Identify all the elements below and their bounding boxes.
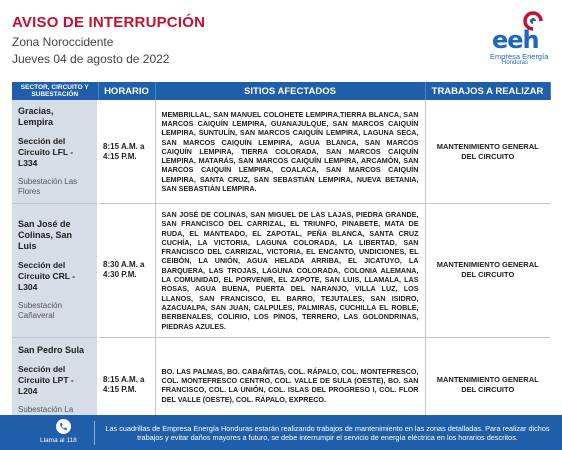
- zone-label: Zona Noroccidente: [12, 35, 114, 49]
- sector-name: Gracias, Lempira: [18, 106, 54, 127]
- logo-company-name: Empresa Energía: [490, 52, 549, 61]
- header-schedule: HORARIO: [98, 82, 155, 100]
- company-logo: [486, 8, 552, 66]
- sector-cell: [12, 100, 98, 204]
- phone-icon: [56, 419, 71, 434]
- circuit-name: Sección del Circuito LPT - L204: [18, 364, 74, 397]
- circuit-name: Sección del Circuito CRL - L304: [18, 260, 75, 293]
- header-work: TRABAJOS A REALIZAR: [425, 82, 550, 100]
- logo-country: Honduras: [502, 60, 529, 66]
- notice-title: AVISO DE INTERRUPCIÓN: [12, 14, 206, 31]
- sector-name: San José de Colinas, San Luis: [18, 219, 73, 252]
- sites-cell: MEMBRILLAL, SAN MANUEL COLOHETE LEMPIRA,TIERRA BLANCA, SAN MARCOS CAIQUÍN LEMPIRA, GUANAJULQUE, SAN MARCOS CAIQUÍN LEMPIRA, SUNTULÍN, SAN MARCOS CAIQUÍN LEMPIRA, LAGUNA SECA, SAN MARCOS CAIQUÍN LEMPIRA, AGUA BLANCA, SAN MARCOS CAIQUÍN LEMPIRA, TIERRA COLORADA, SAN MARCOS CAIQUÍN LEMPIRA, MATARÁS, SAN MARCOS CAIQUÍN LEMPIRA, ARCAMÓN, SAN MARCOS CAIQUÍN LEMPIRA, COALACA, SAN MARCOS CAIQUÍN LEMPIRA, SANTA CRUZ, SAN SEBASTIÁN LEMPIRA, NUEVA BETANIA, SAN SEBASTIÁN LEMPIRA.: [155, 100, 425, 204]
- work-cell: MANTENIMIENTO GENERAL DEL CIRCUITO: [425, 204, 550, 338]
- notice-date: Jueves 04 de agosto de 2022: [12, 52, 170, 66]
- table-header-row: [12, 82, 550, 100]
- logo-mark: eeh: [492, 26, 539, 54]
- sector-cell: [12, 204, 98, 338]
- work-cell: MANTENIMIENTO GENERAL DEL CIRCUITO: [425, 337, 550, 433]
- substation-name: Subestación Cañaveral: [18, 301, 63, 321]
- notice-footer: [0, 415, 562, 450]
- schedule-cell: 8:15 A.M. a 4:15 P.M.: [98, 337, 155, 433]
- sector-name: San Pedro Sula: [18, 345, 85, 356]
- footer-text: Las cuadrillas de Empresa Energía Honduras estarán realizando trabajos de mantenimiento en las zonas detalladas. Para realizar dichos trabajos y evitar daños mayores a futuro, se debe interrumpir el servicio de energía eléctrica en los horarios descritos.: [105, 424, 550, 442]
- footer-divider: [94, 421, 95, 445]
- notice-header: [0, 0, 562, 82]
- table-row: [12, 100, 550, 204]
- header-sector: SECTOR, CIRCUITO Y SUBESTACIÓN: [12, 82, 98, 100]
- substation-name: Subestación Las Flores: [18, 177, 78, 196]
- work-cell: MANTENIMIENTO GENERAL DEL CIRCUITO: [425, 100, 550, 204]
- header-sites: SITIOS AFECTADOS: [155, 82, 425, 100]
- interruption-table: [12, 82, 551, 434]
- sites-cell: BO. LAS PALMAS, BO. CABAÑITAS, COL. RÁPALO, COL. MONTEFRESCO, COL. MONTEFRESCO CENTRO, COL. VALLE DE SULA (OESTE), BO. SAN FRANCISCO, COL. LA UNIÓN, COL. ISLAS DEL PROGRESO I, COL. FLOR DEL VALLE (OESTE), COL. RÁPALO, EXPRECO.: [155, 337, 425, 433]
- schedule-cell: 8:30 A.M. a 4:30 P.M.: [98, 204, 155, 338]
- table-row: [12, 204, 550, 338]
- schedule-cell: 8:15 A.M. a 4:15 P.M.: [98, 100, 155, 204]
- sites-cell: SAN JOSÉ DE COLINAS, SAN MIGUEL DE LAS LAJAS, PIEDRA GRANDE, SAN FRANCISCO DEL CARRIZAL, EL TRIUNFO, PINABETE, MATA DE RUDA, EL MANTEADO, EL ZAPOTAL, PEÑA BLANCA, SANTA CRUZ CUCHÍA, LA VICTORIA, LAGUNA COLORADA, LA LIBERTAD, SAN FRANCISCO DEL CARRIZAL, VICTORIA, EL ENCANTO, UNDICIONES, EL CEIBÓN, LA UNIÓN, AGUA HELADA ARRIBA, EL JICATUYO, LA BARQUERA, LAS TROJAS, LAGUNA COLORADA, COLONIA ALEMANA, LA COMUNIDAD, EL PORVENIR, EL ZAPOTE, SAN LUIS, LLAMALA, LAS ROSAS, AGUA BUENA, PUERTA DEL NARANJO, VILLA LUZ, LOS LLANOS, SAN FRANCISCO, EL BARRO, TEJUTALES, SAN ISIDRO, AZACUALPA, SAN JUAN, CALPULES, PALMIRAS, CUCHILLA EL ROBLE, BERBENALES, COLIRIO, LOS PINOS, TERRERO, LAS GOLONDRINAS, PIEDRAS AZULES.: [155, 204, 425, 338]
- substation-name: Subestación La: [18, 405, 74, 415]
- circuit-name: Sección del Circuito LFL - L334: [18, 136, 74, 168]
- phone-label: Llama al 118: [40, 437, 77, 444]
